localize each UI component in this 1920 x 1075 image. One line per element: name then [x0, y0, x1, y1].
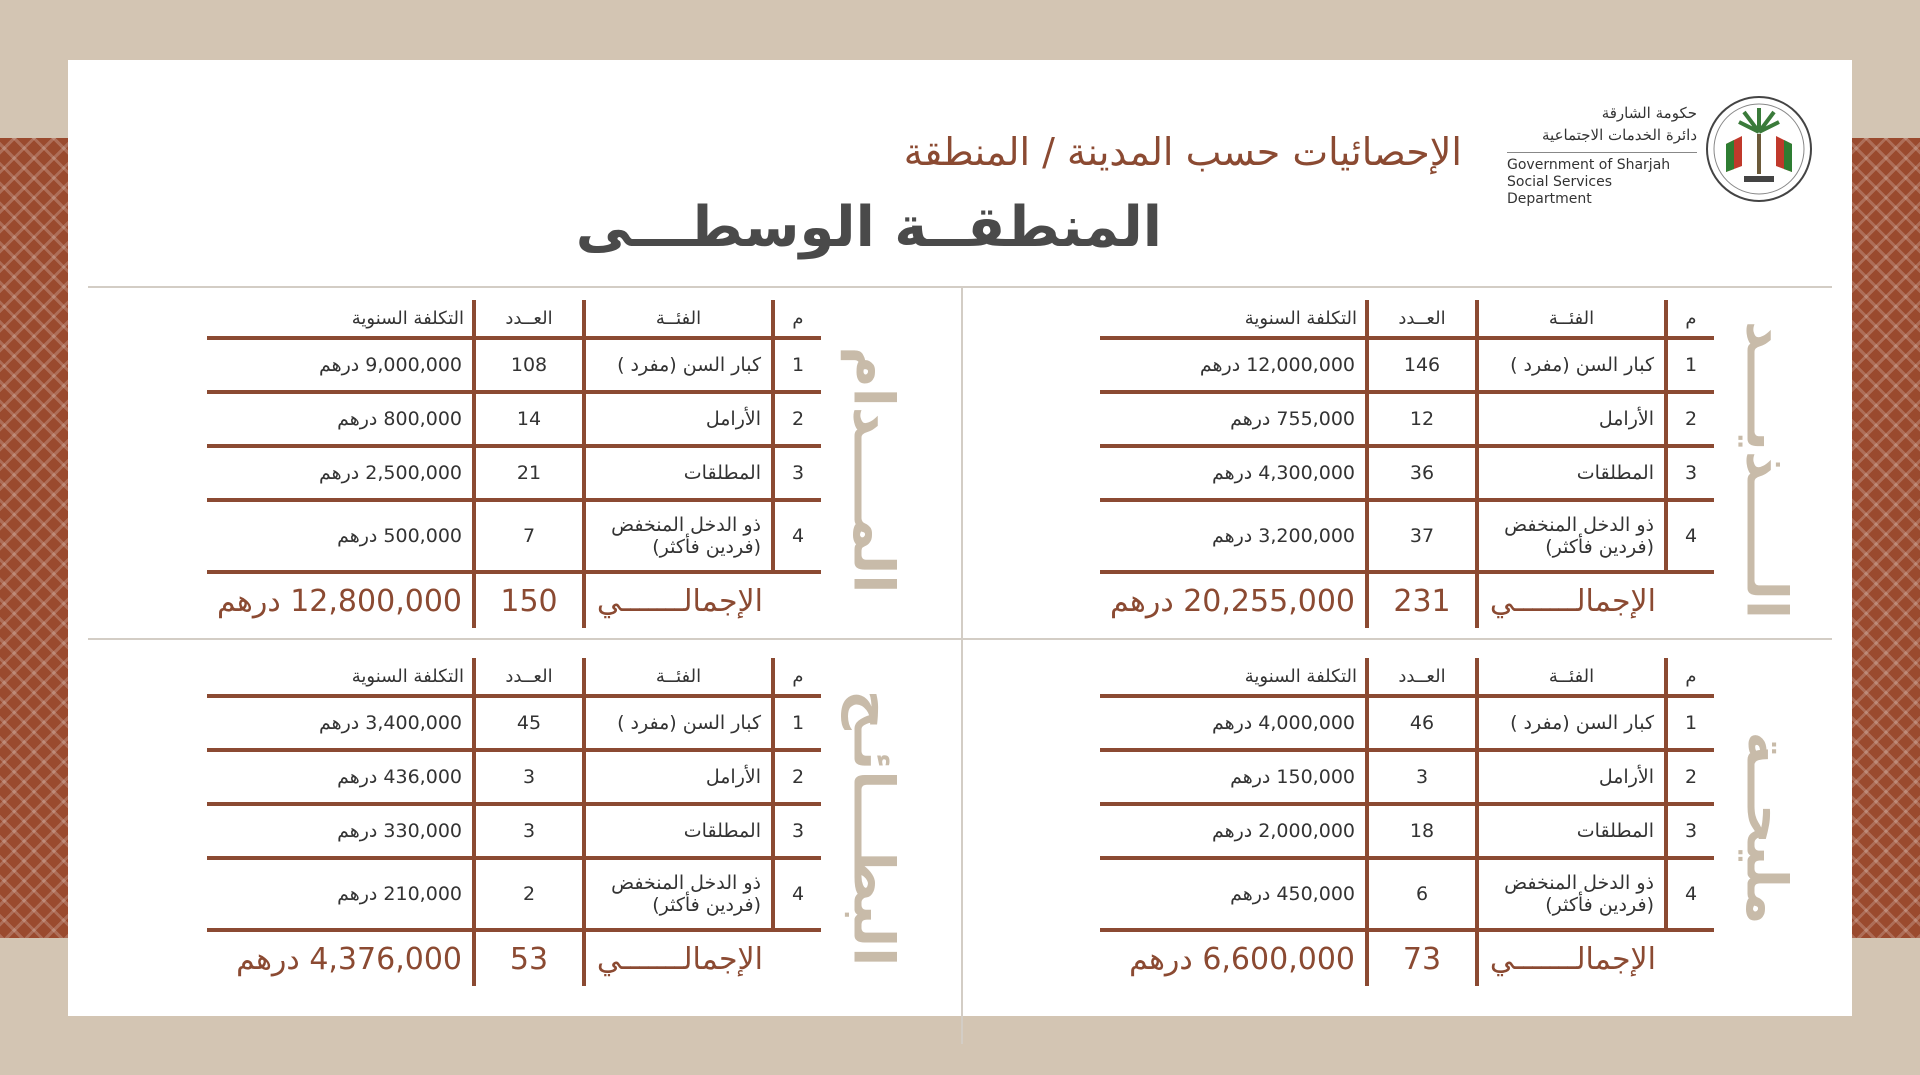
total-count: 73: [1367, 930, 1477, 986]
total-count: 150: [474, 572, 584, 628]
panel-title: الـــــذيــــد: [1733, 320, 1799, 620]
column-header-category: الفئــة: [1477, 300, 1666, 338]
column-header-category: الفئــة: [584, 300, 773, 338]
table-total-row: [1100, 572, 1714, 628]
table-row: [1100, 338, 1714, 392]
row-category: ذو الدخل المنخفض (فردين فأكثر): [584, 500, 773, 572]
panel-bataeh: [141, 658, 921, 998]
row-category: الأرامل: [584, 392, 773, 446]
row-category: ذو الدخل المنخفض (فردين فأكثر): [584, 858, 773, 930]
row-count: 14: [474, 392, 584, 446]
column-header-count: العــدد: [474, 300, 584, 338]
row-cost: 3,400,000 درهم: [207, 696, 474, 750]
table-row: [1100, 446, 1714, 500]
table-row: [207, 804, 821, 858]
row-cost: 210,000 درهم: [207, 858, 474, 930]
row-cost: 3,200,000 درهم: [1100, 500, 1367, 572]
total-cost: 4,376,000 درهم: [236, 941, 462, 977]
page-subtitle: الإحصائيات حسب المدينة / المنطقة: [903, 130, 1462, 174]
row-num: 2: [1666, 750, 1714, 804]
row-num: 2: [773, 750, 821, 804]
total-label: الإجمالـــــــي: [1477, 572, 1666, 628]
row-cost: 9,000,000 درهم: [207, 338, 474, 392]
row-cost: 2,500,000 درهم: [207, 446, 474, 500]
total-cost: 6,600,000 درهم: [1129, 941, 1355, 977]
row-num: 3: [773, 804, 821, 858]
row-num: 1: [773, 696, 821, 750]
column-header-count: العــدد: [474, 658, 584, 696]
slide-card: [68, 60, 1852, 1016]
column-header-num: م: [773, 300, 821, 338]
row-category: المطلقات: [1477, 446, 1666, 500]
row-count: 7: [474, 500, 584, 572]
table-row: [207, 392, 821, 446]
table-total-row: [207, 572, 821, 628]
row-category: الأرامل: [1477, 750, 1666, 804]
logo-arabic-line2: دائرة الخدمات الاجتماعية: [1542, 126, 1697, 144]
divider-vertical: [961, 286, 963, 1044]
row-num: 1: [1666, 696, 1714, 750]
row-count: 18: [1367, 804, 1477, 858]
row-category: كبار السن (مفرد ): [584, 338, 773, 392]
row-num: 1: [773, 338, 821, 392]
row-cost: 150,000 درهم: [1100, 750, 1367, 804]
table-row: [1100, 392, 1714, 446]
row-category: كبار السن (مفرد ): [1477, 338, 1666, 392]
logo-text: [1507, 102, 1697, 208]
table-row: [1100, 696, 1714, 750]
table-row: [207, 446, 821, 500]
table-header: [207, 300, 821, 338]
column-header-cost: التكلفة السنوية: [1100, 658, 1367, 696]
column-header-cost: التكلفة السنوية: [1100, 300, 1367, 338]
table-row: [207, 338, 821, 392]
table-row: [1100, 750, 1714, 804]
row-cost: 2,000,000 درهم: [1100, 804, 1367, 858]
stats-table: [207, 300, 821, 628]
logo-english-line2: Social Services Department: [1507, 174, 1612, 207]
row-num: 4: [1666, 500, 1714, 572]
row-cost: 330,000 درهم: [207, 804, 474, 858]
table-row: [207, 500, 821, 572]
panel-title: المــــدام: [840, 346, 906, 594]
column-header-count: العــدد: [1367, 658, 1477, 696]
stats-table: [1100, 300, 1714, 628]
row-category: كبار السن (مفرد ): [1477, 696, 1666, 750]
row-cost: 800,000 درهم: [207, 392, 474, 446]
row-count: 6: [1367, 858, 1477, 930]
row-cost: 755,000 درهم: [1100, 392, 1367, 446]
total-label: الإجمالـــــــي: [584, 572, 773, 628]
row-category: ذو الدخل المنخفض (فردين فأكثر): [1477, 500, 1666, 572]
row-category: الأرامل: [584, 750, 773, 804]
row-category: الأرامل: [1477, 392, 1666, 446]
row-num: 3: [773, 446, 821, 500]
row-category: المطلقات: [584, 804, 773, 858]
table-header: [1100, 658, 1714, 696]
total-label: الإجمالـــــــي: [584, 930, 773, 986]
sharjah-emblem-icon: [1704, 94, 1814, 204]
column-header-category: الفئــة: [584, 658, 773, 696]
row-cost: 4,000,000 درهم: [1100, 696, 1367, 750]
total-label: الإجمالـــــــي: [1477, 930, 1666, 986]
row-num: 1: [1666, 338, 1714, 392]
row-category: كبار السن (مفرد ): [584, 696, 773, 750]
decorative-pattern-right: [1852, 138, 1920, 938]
row-count: 3: [474, 804, 584, 858]
total-count: 53: [474, 930, 584, 986]
logo-arabic-line1: حكومة الشارقة: [1601, 104, 1697, 122]
panel-title: مليحــة: [1733, 731, 1799, 925]
table-header: [1100, 300, 1714, 338]
table-row: [207, 750, 821, 804]
row-count: 21: [474, 446, 584, 500]
panel-madam: [141, 300, 921, 640]
table-row: [1100, 500, 1714, 572]
row-category: ذو الدخل المنخفض (فردين فأكثر): [1477, 858, 1666, 930]
stats-table: [207, 658, 821, 986]
column-header-category: الفئــة: [1477, 658, 1666, 696]
row-count: 36: [1367, 446, 1477, 500]
total-spacer: [773, 572, 821, 628]
row-count: 45: [474, 696, 584, 750]
column-header-cost: التكلفة السنوية: [207, 658, 474, 696]
row-count: 3: [1367, 750, 1477, 804]
divider-top: [88, 286, 1832, 288]
row-num: 2: [1666, 392, 1714, 446]
total-spacer: [1666, 572, 1714, 628]
column-header-cost: التكلفة السنوية: [207, 300, 474, 338]
total-cost: 20,255,000 درهم: [1110, 583, 1355, 619]
total-spacer: [773, 930, 821, 986]
row-num: 3: [1666, 804, 1714, 858]
table-row: [1100, 804, 1714, 858]
row-count: 146: [1367, 338, 1477, 392]
row-cost: 450,000 درهم: [1100, 858, 1367, 930]
table-total-row: [207, 930, 821, 986]
row-count: 37: [1367, 500, 1477, 572]
row-cost: 12,000,000 درهم: [1100, 338, 1367, 392]
table-total-row: [1100, 930, 1714, 986]
logo-english-line1: Government of Sharjah: [1507, 152, 1697, 174]
row-count: 3: [474, 750, 584, 804]
decorative-pattern-left: [0, 138, 68, 938]
panel-title: البطـــائـح: [840, 689, 906, 967]
row-num: 3: [1666, 446, 1714, 500]
column-header-count: العــدد: [1367, 300, 1477, 338]
row-cost: 500,000 درهم: [207, 500, 474, 572]
row-num: 4: [773, 858, 821, 930]
panel-dhaid: [1034, 300, 1814, 640]
page-title: المنطقــة الوسطـــى: [575, 195, 1162, 260]
row-num: 4: [773, 500, 821, 572]
row-count: 2: [474, 858, 584, 930]
total-count: 231: [1367, 572, 1477, 628]
row-category: المطلقات: [584, 446, 773, 500]
table-row: [207, 858, 821, 930]
row-count: 12: [1367, 392, 1477, 446]
row-cost: 436,000 درهم: [207, 750, 474, 804]
row-num: 2: [773, 392, 821, 446]
column-header-num: م: [773, 658, 821, 696]
row-count: 46: [1367, 696, 1477, 750]
table-row: [207, 696, 821, 750]
column-header-num: م: [1666, 658, 1714, 696]
table-row: [1100, 858, 1714, 930]
row-cost: 4,300,000 درهم: [1100, 446, 1367, 500]
table-header: [207, 658, 821, 696]
total-cost: 12,800,000 درهم: [217, 583, 462, 619]
stats-table: [1100, 658, 1714, 986]
total-spacer: [1666, 930, 1714, 986]
row-num: 4: [1666, 858, 1714, 930]
row-count: 108: [474, 338, 584, 392]
column-header-num: م: [1666, 300, 1714, 338]
row-category: المطلقات: [1477, 804, 1666, 858]
panel-mleiha: [1034, 658, 1814, 998]
